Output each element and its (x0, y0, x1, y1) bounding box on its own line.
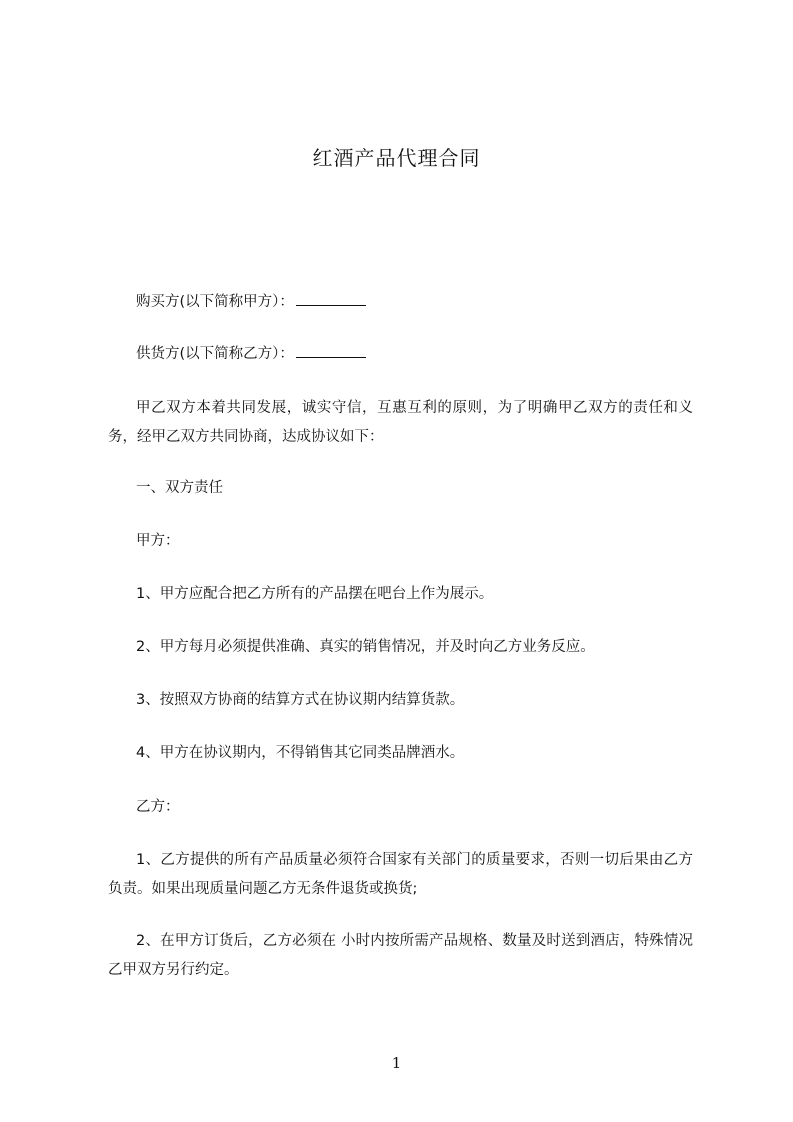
party-a-item: 4、甲方在协议期内，不得销售其它同类品牌酒水。 (136, 745, 465, 761)
party-a-item: 2、甲方每月必须提供准确、真实的销售情况，并及时向乙方业务反应。 (136, 639, 595, 655)
supplier-label: 供货方(以下简称乙方）： (136, 346, 294, 362)
party-b-item: 2、在甲方订货后，乙方必须在 小时内按所需产品规格、数量及时送到酒店，特殊情况乙甲双方另行约定。 (108, 933, 693, 978)
page-number: 1 (391, 1054, 402, 1072)
buyer-line (108, 288, 693, 317)
buyer-blank (296, 291, 366, 306)
party-b-heading: 乙方： (136, 799, 180, 815)
party-a-heading: 甲方： (136, 533, 180, 549)
buyer-label: 购买方(以下简称甲方）： (136, 294, 294, 310)
party-a-item: 1、甲方应配合把乙方所有的产品摆在吧台上作为展示。 (136, 586, 494, 602)
party-a-item: 3、按照双方协商的结算方式在协议期内结算货款。 (136, 692, 465, 708)
party-b-item: 1、乙方提供的所有产品质量必须符合国家有关部门的质量要求，否则一切后果由乙方负责。如果出现质量问题乙方无条件退货或换货; (108, 852, 693, 897)
supplier-line (108, 340, 693, 369)
section1-heading: 一、双方责任 (136, 480, 223, 496)
intro-paragraph: 甲乙双方本着共同发展，诚实守信，互惠互利的原则，为了明确甲乙双方的责任和义务，经甲乙双方共同协商，达成协议如下： (108, 400, 693, 445)
document-title: 红酒产品代理合同 (312, 146, 481, 170)
supplier-blank (296, 343, 366, 358)
